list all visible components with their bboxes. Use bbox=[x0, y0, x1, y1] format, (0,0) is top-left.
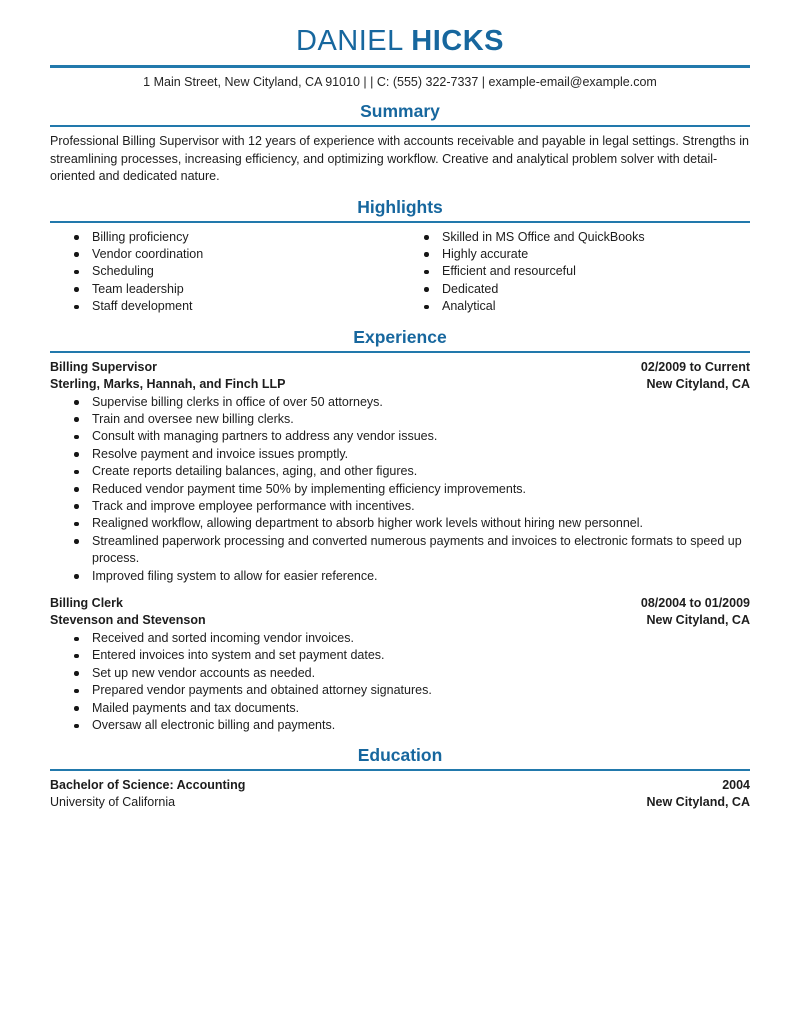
list-item: Set up new vendor accounts as needed. bbox=[50, 665, 750, 682]
job-location: New Cityland, CA bbox=[646, 613, 750, 627]
contact-line: 1 Main Street, New Cityland, CA 91010 | | C: (555) 322-7337 | example-email@example.com bbox=[143, 75, 657, 89]
education-entry bbox=[50, 777, 750, 811]
list-item: Resolve payment and invoice issues promptly. bbox=[50, 446, 750, 463]
education-divider bbox=[50, 769, 750, 771]
list-item: Received and sorted incoming vendor invoices. bbox=[50, 630, 750, 647]
list-item: Team leadership bbox=[50, 281, 400, 298]
job-title: Billing Clerk bbox=[50, 596, 123, 610]
job-title-row bbox=[50, 595, 750, 612]
highlights-right-list bbox=[400, 229, 750, 316]
list-item: Oversaw all electronic billing and payments. bbox=[50, 717, 750, 734]
list-item: Skilled in MS Office and QuickBooks bbox=[400, 229, 750, 246]
header-divider bbox=[50, 65, 750, 68]
list-item: Reduced vendor payment time 50% by implementing efficiency improvements. bbox=[50, 481, 750, 498]
summary-text: Professional Billing Supervisor with 12 years of experience with accounts receivable and payable in legal settings. Strengths in streamlining processes, increasing efficiency, and optimizing workflow. Creative and analytical problem solver with detail-oriented and dedicated nature. bbox=[50, 134, 749, 183]
summary-heading: Summary bbox=[360, 101, 440, 121]
job-company-row bbox=[50, 376, 750, 393]
job-company: Sterling, Marks, Hannah, and Finch LLP bbox=[50, 376, 286, 391]
job-entry-billing-clerk bbox=[50, 595, 750, 734]
education-location: New Cityland, CA bbox=[646, 795, 750, 810]
job-dates: 02/2009 to Current bbox=[640, 359, 750, 374]
list-item: Staff development bbox=[50, 298, 400, 315]
highlights-heading: Highlights bbox=[357, 196, 443, 217]
education-heading: Education bbox=[357, 745, 443, 766]
list-item: Scheduling bbox=[50, 263, 400, 280]
list-item: Efficient and resourceful bbox=[400, 263, 750, 280]
list-item: Realigned workflow, allowing department to absorb higher work levels without hiring new personnel. bbox=[50, 515, 750, 532]
education-degree: Bachelor of Science: Accounting bbox=[50, 778, 246, 793]
experience-divider bbox=[50, 351, 750, 353]
job-bullet-list bbox=[50, 394, 750, 585]
highlights-columns bbox=[50, 229, 750, 316]
list-item: Dedicated bbox=[400, 281, 750, 298]
highlights-divider bbox=[50, 221, 750, 223]
job-company-row bbox=[50, 612, 750, 629]
list-item: Mailed payments and tax documents. bbox=[50, 700, 750, 717]
list-item: Consult with managing partners to address any vendor issues. bbox=[50, 428, 750, 445]
candidate-name bbox=[50, 24, 750, 58]
list-item: Highly accurate bbox=[400, 246, 750, 263]
list-item: Analytical bbox=[400, 298, 750, 315]
list-item: Train and oversee new billing clerks. bbox=[50, 411, 750, 428]
list-item: Track and improve employee performance with incentives. bbox=[50, 498, 750, 515]
list-item: Billing proficiency bbox=[50, 229, 400, 246]
list-item: Create reports detailing balances, aging, and other figures. bbox=[50, 463, 750, 480]
job-entry-billing-supervisor bbox=[50, 359, 750, 585]
list-item: Supervise billing clerks in office of over 50 attorneys. bbox=[50, 394, 750, 411]
list-item: Prepared vendor payments and obtained attorney signatures. bbox=[50, 682, 750, 699]
education-year: 2004 bbox=[722, 778, 750, 793]
job-company: Stevenson and Stevenson bbox=[50, 613, 206, 627]
candidate-first-name: DANIEL bbox=[296, 25, 403, 57]
list-item: Improved filing system to allow for easier reference. bbox=[50, 568, 750, 585]
list-item: Vendor coordination bbox=[50, 246, 400, 263]
job-bullet-list bbox=[50, 630, 750, 734]
job-location: New Cityland, CA bbox=[646, 376, 750, 391]
experience-heading: Experience bbox=[353, 326, 447, 347]
list-item: Entered invoices into system and set payment dates. bbox=[50, 647, 750, 664]
job-title-row bbox=[50, 359, 750, 376]
highlights-left-column bbox=[50, 229, 400, 316]
list-item: Streamlined paperwork processing and converted numerous payments and invoices to electronic formats to speed up process. bbox=[50, 533, 750, 568]
education-degree-row bbox=[50, 777, 750, 794]
education-school-row bbox=[50, 794, 750, 811]
job-title: Billing Supervisor bbox=[50, 359, 157, 374]
summary-divider bbox=[50, 125, 750, 127]
highlights-right-column bbox=[400, 229, 750, 316]
job-dates: 08/2004 to 01/2009 bbox=[640, 596, 750, 610]
highlights-left-list bbox=[50, 229, 400, 316]
education-school: University of California bbox=[50, 795, 176, 810]
candidate-last-name: HICKS bbox=[411, 25, 504, 57]
